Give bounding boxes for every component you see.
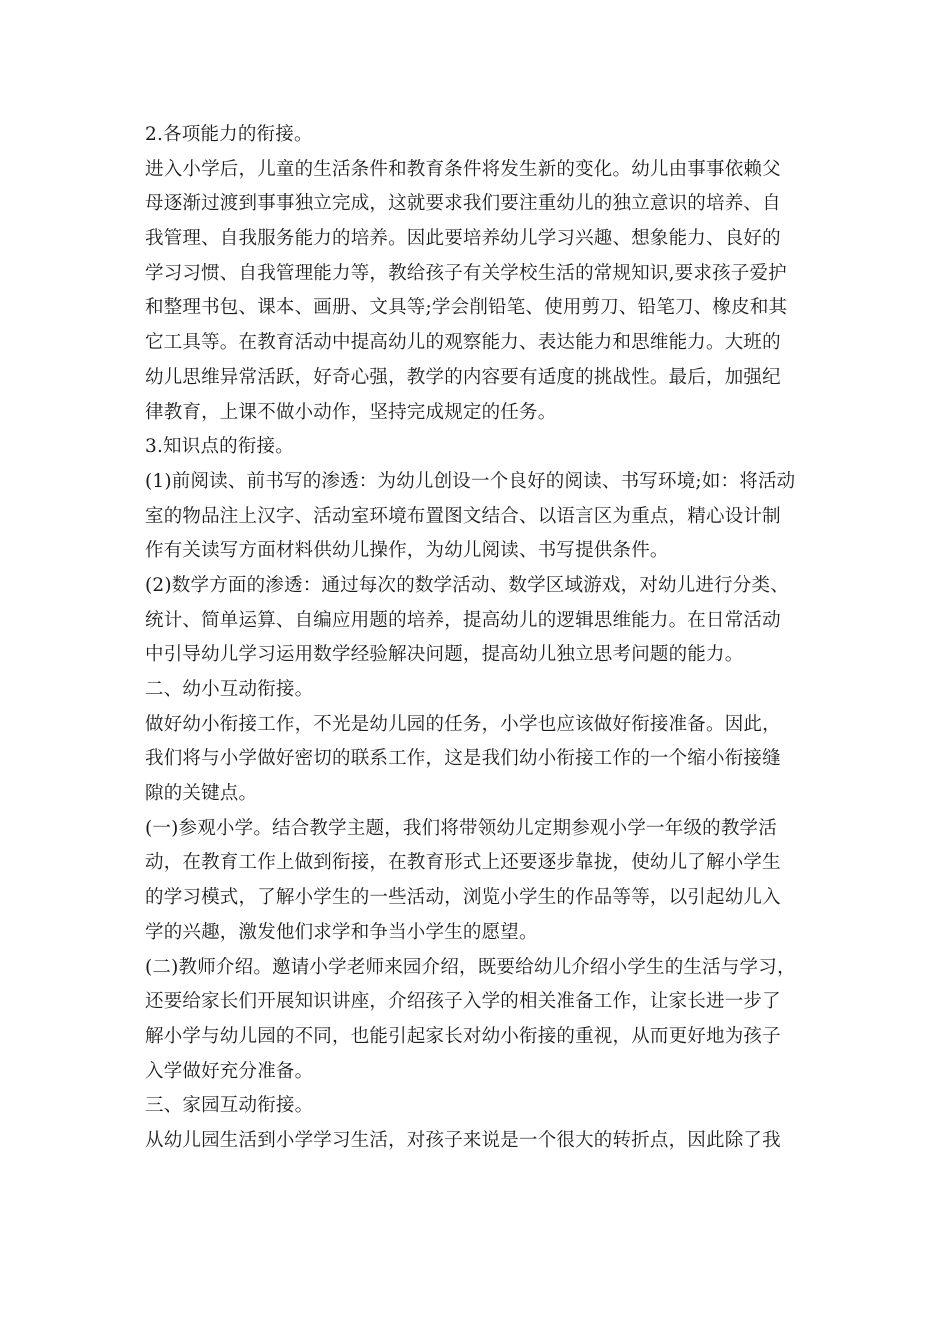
paragraph-line: 中引导幼儿学习运用数学经验解决问题，提高幼儿独立思考问题的能力。 bbox=[145, 644, 744, 666]
paragraph-line: 统计、简单运算、自编应用题的培养，提高幼儿的逻辑思维能力。在日常活动 bbox=[145, 609, 781, 631]
paragraph-line: 隙的关键点。 bbox=[145, 783, 258, 805]
paragraph-line: 它工具等。在教育活动中提高幼儿的观察能力、表达能力和思维能力。大班的 bbox=[145, 332, 781, 354]
heading-kindergarten-school-interaction: 二、幼小互动衔接。 bbox=[145, 679, 314, 700]
paragraph-line: 还要给家长们开展知识讲座，介绍孩子入学的相关准备工作，让家长进一步了 bbox=[145, 991, 781, 1013]
paragraph-line: 的学习模式，了解小学生的一些活动，浏览小学生的作品等等，以引起幼儿入 bbox=[145, 887, 781, 909]
paragraph-line: 入学做好充分准备。 bbox=[145, 1060, 314, 1082]
paragraph-line: 和整理书包、课本、画册、文具等;学会削铅笔、使用剪刀、铅笔刀、橡皮和其 bbox=[145, 297, 788, 319]
paragraph-line: 进入小学后，儿童的生活条件和教育条件将发生新的变化。幼儿由事事依赖父 bbox=[145, 158, 781, 180]
paragraph-line: 幼儿思维异常活跃，好奇心强，教学的内容要有适度的挑战性。最后，加强纪 bbox=[145, 366, 781, 388]
heading-ability-connection: 2.各项能力的衔接。 bbox=[145, 124, 313, 145]
paragraph-line: 学习习惯、自我管理能力等，教给孩子有关学校生活的常规知识,要求孩子爱护 bbox=[145, 262, 787, 284]
paragraph-line: (二)教师介绍。邀请小学老师来园介绍，既要给幼儿介绍小学生的生活与学习， bbox=[145, 956, 796, 978]
paragraph-line: 从幼儿园生活到小学学习生活，对孩子来说是一个很大的转折点，因此除了我 bbox=[145, 1129, 781, 1151]
heading-home-school-interaction: 三、家园互动衔接。 bbox=[145, 1095, 314, 1117]
paragraph-line: (2)数学方面的渗透：通过每次的数学活动、数学区域游戏，对幼儿进行分类、 bbox=[145, 574, 789, 596]
paragraph-line: 母逐渐过渡到事事独立完成，这就要求我们要注重幼儿的独立意识的培养、自 bbox=[145, 193, 781, 215]
paragraph-line: 作有关读写方面材料供幼儿操作，为幼儿阅读、书写提供条件。 bbox=[145, 540, 669, 562]
paragraph-line: 做好幼小衔接工作，不光是幼儿园的任务，小学也应该做好衔接准备。因此， bbox=[145, 713, 781, 735]
paragraph-line: 动，在教育工作上做到衔接，在教育形式上还要逐步靠拢，使幼儿了解小学生 bbox=[145, 852, 781, 874]
paragraph-line: (一)参观小学。结合教学主题，我们将带领幼儿定期参观小学一年级的教学活 bbox=[145, 817, 777, 839]
heading-knowledge-connection: 3.知识点的衔接。 bbox=[145, 436, 294, 458]
paragraph-line: (1)前阅读、前书写的渗透：为幼儿创设一个良好的阅读、书写环境;如：将活动 bbox=[145, 470, 796, 492]
paragraph-line: 学的兴趣，激发他们求学和争当小学生的愿望。 bbox=[145, 921, 538, 943]
document-body bbox=[145, 118, 810, 1159]
paragraph-line: 律教育，上课不做小动作，坚持完成规定的任务。 bbox=[145, 401, 557, 423]
paragraph-line: 我管理、自我服务能力的培养。因此要培养幼儿学习兴趣、想象能力、良好的 bbox=[145, 228, 781, 250]
paragraph-line: 室的物品注上汉字、活动室环境布置图文结合、以语言区为重点，精心设计制 bbox=[145, 505, 781, 527]
paragraph-line: 解小学与幼儿园的不同，也能引起家长对幼小衔接的重视，从而更好地为孩子 bbox=[145, 1025, 781, 1047]
paragraph-line: 我们将与小学做好密切的联系工作，这是我们幼小衔接工作的一个缩小衔接缝 bbox=[145, 748, 781, 770]
